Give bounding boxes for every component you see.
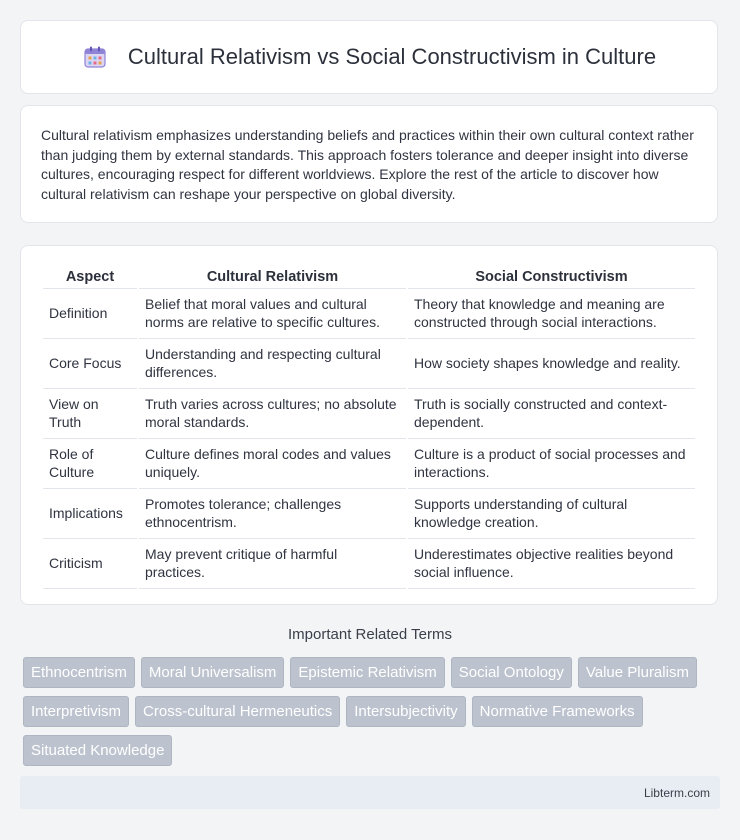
footer-site-link[interactable]: Libterm.com (643, 786, 710, 800)
related-term-tag[interactable]: Ethnocentrism (23, 657, 135, 688)
related-term-tag[interactable]: Cross-cultural Hermeneutics (135, 696, 340, 727)
row-social-constructivism: Culture is a product of social processes and interactions. (408, 439, 695, 489)
row-aspect: Implications (43, 489, 137, 539)
related-term-tag[interactable]: Intersubjectivity (346, 696, 465, 727)
table-row (43, 439, 695, 489)
row-social-constructivism: Underestimates objective realities beyond social influence. (408, 539, 695, 589)
table-header-row (43, 266, 695, 289)
comparison-card (20, 245, 718, 605)
related-term-tag[interactable]: Value Pluralism (578, 657, 697, 688)
table-row (43, 389, 695, 439)
footer-bar (20, 776, 720, 809)
column-header-social-constructivism: Social Constructivism (408, 266, 695, 289)
page-title: Cultural Relativism vs Social Constructivism in Culture (127, 44, 657, 69)
row-cultural-relativism: Culture defines moral codes and values uniquely. (139, 439, 406, 489)
row-cultural-relativism: Understanding and respecting cultural differences. (139, 339, 406, 389)
related-term-tag[interactable]: Epistemic Relativism (290, 657, 444, 688)
row-aspect: Criticism (43, 539, 137, 589)
column-header-aspect: Aspect (43, 266, 137, 289)
intro-paragraph: Cultural relativism emphasizes understanding beliefs and practices within their own cultural context rather than judging them by external standards. This approach fosters tolerance and deeper insight into diverse cultures, encouraging respect for different worldviews. Explore the rest of the article to discover how cultural relativism can reshape your perspective on global diversity. (41, 127, 694, 202)
table-row (43, 539, 695, 589)
related-term-tag[interactable]: Moral Universalism (141, 657, 285, 688)
calendar-icon (82, 44, 108, 70)
related-term-tag[interactable]: Interpretivism (23, 696, 129, 727)
row-aspect: View on Truth (43, 389, 137, 439)
row-cultural-relativism: Promotes tolerance; challenges ethnocentrism. (139, 489, 406, 539)
row-aspect: Definition (43, 289, 137, 339)
title-card (20, 20, 718, 94)
row-social-constructivism: How society shapes knowledge and reality. (408, 339, 695, 389)
row-cultural-relativism: May prevent critique of harmful practices. (139, 539, 406, 589)
column-header-cultural-relativism: Cultural Relativism (139, 266, 406, 289)
related-term-tag[interactable]: Social Ontology (451, 657, 572, 688)
intro-card (20, 105, 718, 223)
table-row (43, 289, 695, 339)
row-social-constructivism: Theory that knowledge and meaning are constructed through social interactions. (408, 289, 695, 339)
row-aspect: Core Focus (43, 339, 137, 389)
row-cultural-relativism: Belief that moral values and cultural norms are relative to specific cultures. (139, 289, 406, 339)
row-cultural-relativism: Truth varies across cultures; no absolute moral standards. (139, 389, 406, 439)
row-social-constructivism: Truth is socially constructed and context-dependent. (408, 389, 695, 439)
row-aspect: Role of Culture (43, 439, 137, 489)
related-terms-list (23, 657, 723, 774)
related-term-tag[interactable]: Situated Knowledge (23, 735, 172, 766)
related-term-tag[interactable]: Normative Frameworks (472, 696, 643, 727)
comparison-table (41, 266, 697, 589)
table-row (43, 489, 695, 539)
table-row (43, 339, 695, 389)
related-terms-heading: Important Related Terms (288, 626, 452, 643)
row-social-constructivism: Supports understanding of cultural knowledge creation. (408, 489, 695, 539)
